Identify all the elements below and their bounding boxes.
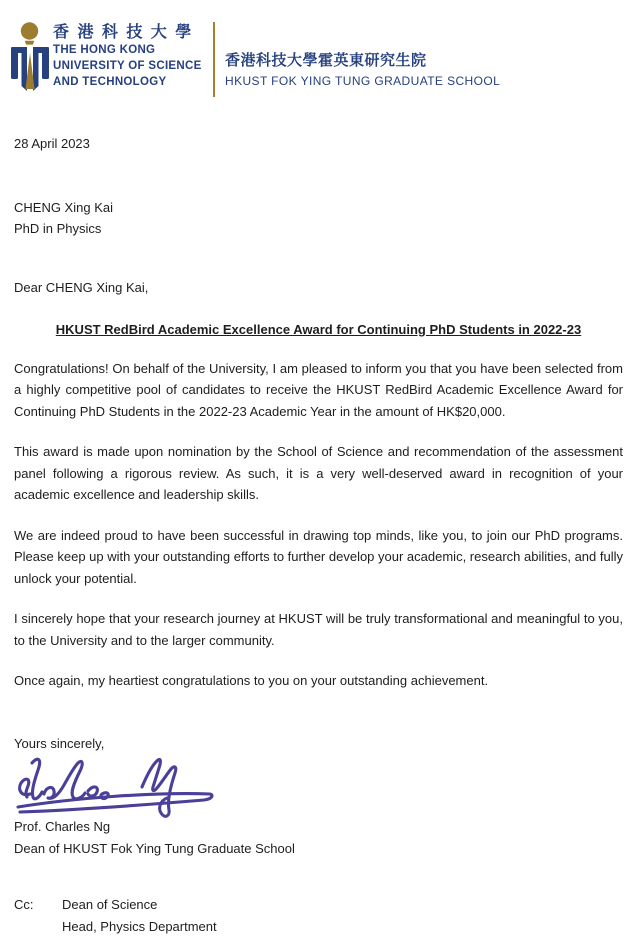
cc-item: Dean of Science [62,894,217,916]
body-paragraph: Congratulations! On behalf of the University, I am pleased to inform you that you have been selected from a highly competitive pool of candidates to receive the HKUST RedBird Academic Excellence Award for Continuing PhD Students in the 2022-23 Academic Year in the amount of HK$20,000. [14,358,623,423]
signature-block [14,754,623,816]
letterhead-divider [213,22,215,97]
school-name-block [225,51,500,88]
recipient-block [14,197,623,240]
body-paragraph: Once again, my heartiest congratulations to you on your outstanding achievement. [14,670,623,692]
signer-title: Dean of HKUST Fok Ying Tung Graduate School [14,838,623,860]
university-name-block [53,23,202,90]
closing-phrase: Yours sincerely, [14,733,623,755]
body-paragraph: I sincerely hope that your research journey at HKUST will be truly transformational and meaningful to you, to the University and to the larger community. [14,608,623,651]
letter-date: 28 April 2023 [14,133,623,155]
school-name-chinese: 香港科技大學霍英東研究生院 [225,51,500,71]
body-paragraph: We are indeed proud to have been successful in drawing top minds, like you, to join our PhD programs. Please keep up with your outstanding efforts to further develop your academic, research abilities, and fully unlock your potential. [14,525,623,590]
salutation: Dear CHENG Xing Kai, [14,277,623,299]
letterhead [0,0,637,100]
cc-label: Cc: [14,894,62,937]
handwritten-signature [14,750,224,825]
school-name-english: HKUST FOK YING TUNG GRADUATE SCHOOL [225,74,500,88]
cc-block [14,894,623,937]
university-name-chinese: 香 港 科 技 大 學 [53,23,202,42]
body-paragraph: This award is made upon nomination by the School of Science and recommendation of the assessment panel following a rigorous review. As such, it is a very well-deserved award in recognition of your academic excellence and leadership skills. [14,441,623,506]
recipient-program: PhD in Physics [14,218,623,240]
signer-name: Prof. Charles Ng [14,816,623,838]
university-name-line: AND TECHNOLOGY [53,74,202,90]
cc-items [62,894,217,937]
hkust-logo-icon [10,22,50,94]
recipient-name: CHENG Xing Kai [14,197,623,219]
cc-item: Head, Physics Department [62,916,217,937]
letter-body [0,133,637,937]
university-name-line: UNIVERSITY OF SCIENCE [53,58,202,74]
university-name-line: THE HONG KONG [53,42,202,58]
subject-title: HKUST RedBird Academic Excellence Award for Continuing PhD Students in 2022-23 [14,319,623,341]
